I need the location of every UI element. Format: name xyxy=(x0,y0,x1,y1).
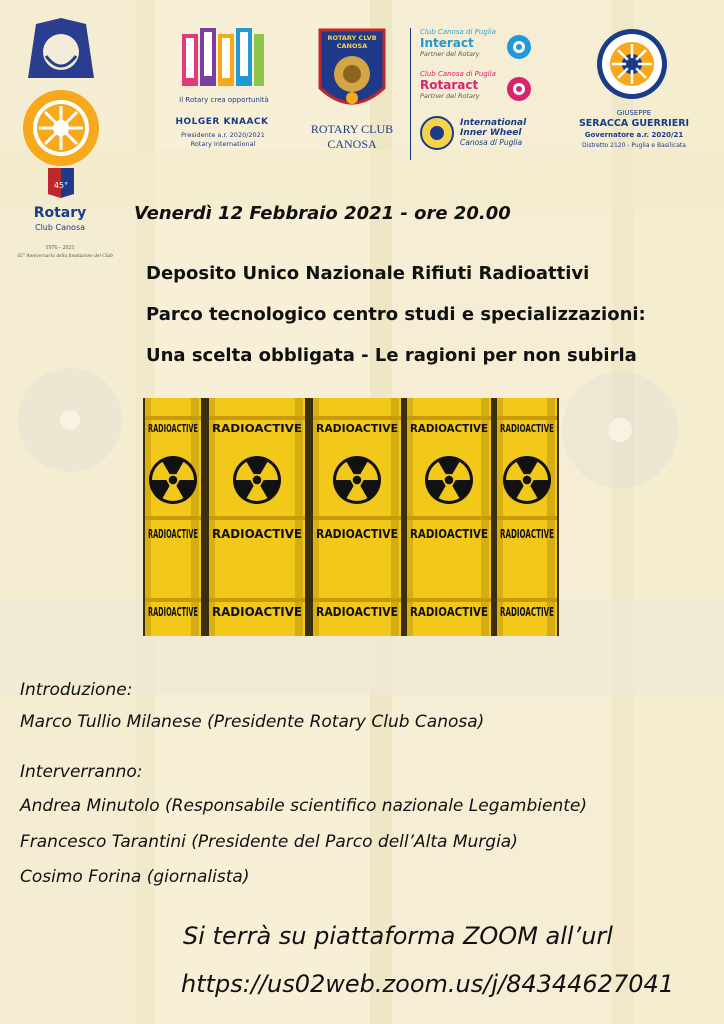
event-date: Venerdì 12 Febbraio 2021 - ore 20.00 xyxy=(134,203,511,224)
governor-district: Distretto 2120 - Puglia e Basilicata xyxy=(582,142,686,149)
rotary-club-canosa-shield xyxy=(318,28,386,114)
event-title-line-3: Una scelta obbligata - Le ragioni per non subirla xyxy=(146,345,637,366)
event-title-line-2: Parco tecnologico centro studi e specializzazioni: xyxy=(146,304,646,325)
barrel-label: RADIOACTIVE xyxy=(500,605,554,619)
barrel-label: RADIOACTIVE xyxy=(148,527,198,541)
rotary-club-canosa-name xyxy=(300,122,404,152)
governor-role: Governatore a.r. 2020/21 xyxy=(584,131,684,139)
header-divider xyxy=(410,28,411,160)
barrel-label: RADIOACTIVE xyxy=(410,527,488,541)
governor-first-name: GIUSEPPE xyxy=(616,109,652,117)
interact-sub: Partner del Rotary xyxy=(420,50,480,58)
inner-wheel-title-line1: International xyxy=(460,118,527,128)
barrel xyxy=(209,398,305,636)
rotary-label: Rotary xyxy=(33,205,87,221)
intro-label: Introduzione: xyxy=(20,680,133,700)
barrel-label: RADIOACTIVE xyxy=(410,605,488,619)
barrel-label: RADIOACTIVE xyxy=(500,527,554,541)
barrel-label: RADIOACTIVE xyxy=(410,422,488,435)
inner-wheel-icon xyxy=(420,116,454,150)
zoom-platform-text: Si terrà su piattaforma ZOOM all’url xyxy=(183,922,613,950)
svg-text:ROTARY CLVB: ROTARY CLVB xyxy=(327,34,377,42)
barrel-label: RADIOACTIVE xyxy=(212,527,302,541)
zoom-url[interactable]: https://us02web.zoom.us/j/84344627041 xyxy=(181,970,675,998)
district-2120-logo xyxy=(596,28,668,100)
barrel-label: RADIOACTIVE xyxy=(316,605,398,619)
barrel-label: RADIOACTIVE xyxy=(148,605,198,619)
rotary-canosa-anniversary-logo xyxy=(18,18,104,198)
speaker-3: Cosimo Forina (giornalista) xyxy=(20,867,250,887)
rotary-club-canosa-name-line2: CANOSA xyxy=(327,137,377,151)
rotary-tagline: Il Rotary crea opportunità xyxy=(179,96,269,104)
rotary-club-canosa-name-line1: ROTARY CLUB xyxy=(310,122,394,136)
rotaract-club: Club Canosa di Puglia xyxy=(420,70,496,78)
barrel-label: RADIOACTIVE xyxy=(212,422,302,435)
barrel xyxy=(313,398,401,636)
interact-wheel-icon xyxy=(506,34,532,60)
rotaract-wheel-icon xyxy=(506,76,532,102)
barrel-label: RADIOACTIVE xyxy=(316,527,398,541)
svg-text:45°: 45° xyxy=(53,181,69,190)
barrel-label: RADIOACTIVE xyxy=(500,422,554,435)
intro-speaker: Marco Tullio Milanese (Presidente Rotary Club Canosa) xyxy=(20,712,485,732)
inner-wheel-title-line2: Inner Wheel xyxy=(460,128,522,138)
speaker-1: Andrea Minutolo (Responsabile scientifico nazionale Legambiente) xyxy=(20,796,588,816)
barrel-label: RADIOACTIVE xyxy=(316,422,398,435)
rotary-president-role xyxy=(168,131,278,149)
radioactive-barrels-photo xyxy=(143,398,559,636)
barrel xyxy=(497,398,557,636)
barrel-label: RADIOACTIVE xyxy=(212,605,302,619)
svg-text:CANOSA: CANOSA xyxy=(336,42,368,50)
rotaract-sub: Partner del Rotary xyxy=(420,92,480,100)
speaker-2: Francesco Tarantini (Presidente del Parco dell’Alta Murgia) xyxy=(20,832,518,852)
rotary-president-role-line2: Rotary International xyxy=(190,140,256,148)
barrel-label: RADIOACTIVE xyxy=(148,422,198,435)
anniversary-years: 1976 - 2021 xyxy=(45,245,75,251)
governor-last-name: SERACCA GUERRIERI xyxy=(578,118,690,129)
rotary-opportunity-doors-logo xyxy=(180,26,266,90)
interact-title: Interact xyxy=(420,36,474,50)
barrel xyxy=(145,398,201,636)
inner-wheel-sub: Canosa di Puglia xyxy=(460,138,523,147)
inner-wheel-logo xyxy=(460,118,550,148)
anniversary-text: 45° Anniversario della fondazione del Club xyxy=(17,253,113,259)
event-title-line-1: Deposito Unico Nazionale Rifiuti Radioattivi xyxy=(146,263,590,284)
rotary-president-name: HOLGER KNAACK xyxy=(175,117,269,127)
rotary-club-canosa-label: Club Canosa xyxy=(34,223,86,232)
rotary-president-role-line1: Presidente a.r. 2020/2021 xyxy=(181,131,265,139)
speakers-label: Interverranno: xyxy=(20,762,143,782)
interact-club: Club Canosa di Puglia xyxy=(420,28,496,36)
barrel xyxy=(407,398,491,636)
rotaract-title: Rotaract xyxy=(420,78,479,92)
